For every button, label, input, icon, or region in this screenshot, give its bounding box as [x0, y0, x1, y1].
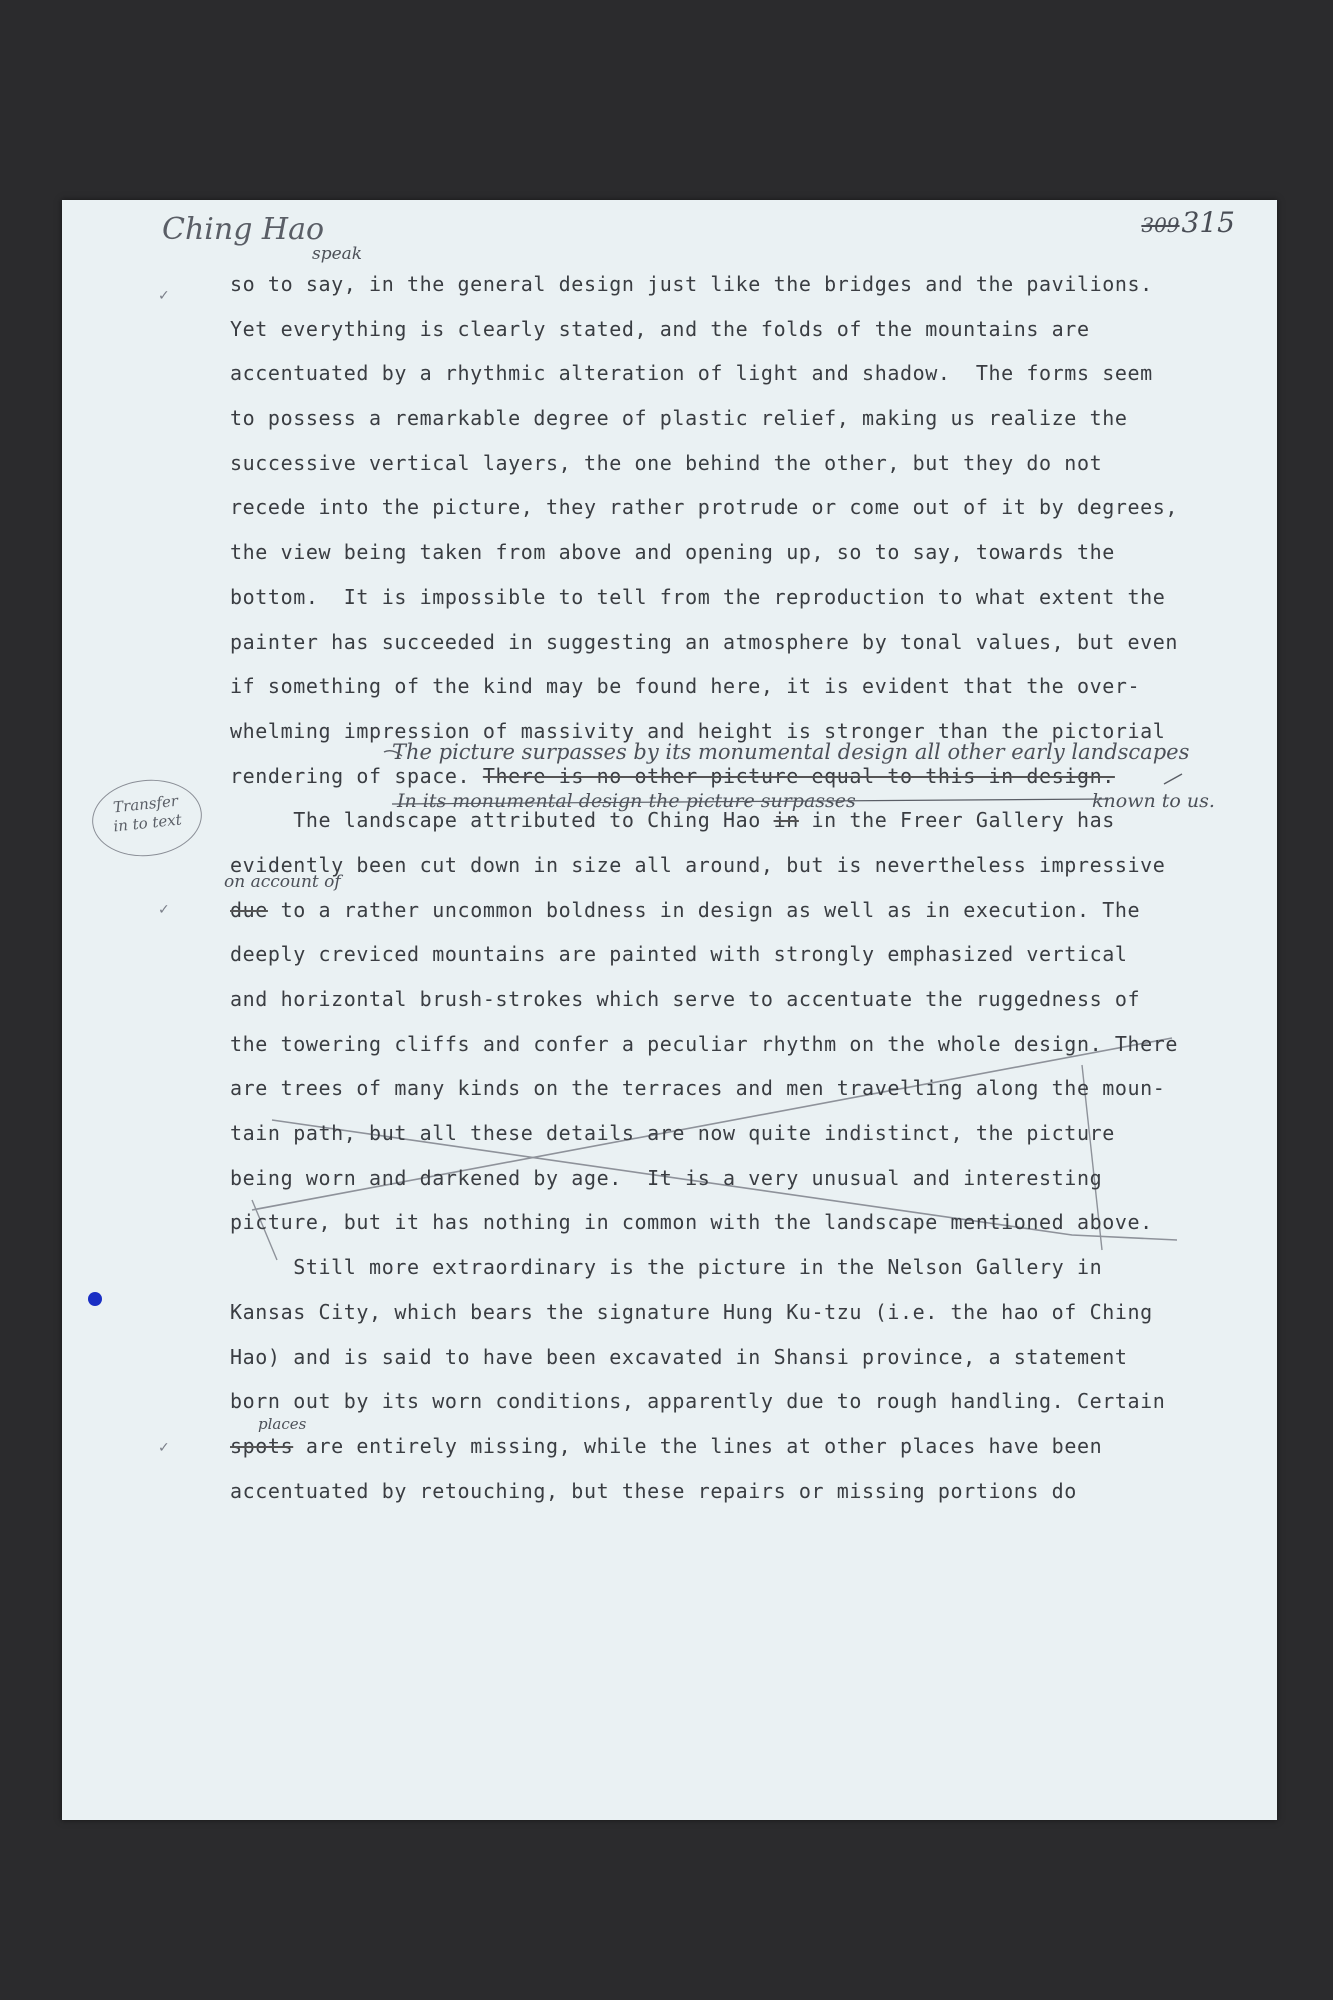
text-line: to possess a remarkable degree of plastic relief, making us realize the	[230, 406, 1128, 431]
text-line: Kansas City, which bears the signature Hung Ku-tzu (i.e. the hao of Ching	[230, 1299, 1153, 1324]
typed-body-text	[230, 262, 1240, 1513]
text-line	[230, 888, 1240, 933]
margin-tick: ✓	[158, 1440, 170, 1456]
text-span: in the Freer Gallery has	[798, 808, 1115, 833]
text-line: Yet everything is clearly stated, and the folds of the mountains are	[230, 316, 1090, 341]
insert-known-to-us: known to us.	[1092, 790, 1215, 812]
insert-speak: speak	[312, 244, 363, 264]
text-line: accentuated by a rhythmic alteration of light and shadow. The forms seem	[230, 361, 1153, 386]
insert-on-account-of: on account of	[224, 872, 341, 892]
margin-tick: ✓	[158, 902, 170, 918]
text-line	[230, 754, 1240, 799]
text-line: accentuated by retouching, but these repairs or missing portions do	[230, 1478, 1077, 1503]
struck-text: in	[773, 808, 799, 833]
struck-text: spots	[230, 1433, 294, 1458]
text-line: being worn and darkened by age. It is a very unusual and interesting	[230, 1165, 1103, 1190]
text-line: evidently been cut down in size all around, but is nevertheless impressive	[230, 852, 1166, 877]
text-line: deeply creviced mountains are painted with strongly emphasized vertical	[230, 942, 1128, 967]
insert-places: places	[258, 1415, 307, 1433]
text-line: painter has succeeded in suggesting an atmosphere by tonal values, but even	[230, 629, 1179, 654]
text-line: the view being taken from above and opening up, so to say, towards the	[230, 540, 1115, 565]
insert-in-its-monumental: In its monumental design the picture surpasses	[397, 790, 856, 812]
text-line: are trees of many kinds on the terraces and men travelling along the moun-	[230, 1076, 1166, 1101]
text-span: are entirely missing, while the lines at other places have been	[293, 1433, 1103, 1458]
margin-note-line: Transfer	[112, 791, 179, 817]
text-line: and horizontal brush-strokes which serve to accentuate the ruggedness of	[230, 987, 1141, 1011]
margin-tick: ✓	[158, 288, 170, 304]
text-line: bottom. It is impossible to tell from the reproduction to what extent the	[230, 584, 1166, 609]
text-line: successive vertical layers, the one behind the other, but they do not	[230, 450, 1103, 475]
document-page	[62, 200, 1277, 1820]
page-number	[1141, 206, 1235, 239]
text-span: The landscape attributed to Ching Hao	[230, 808, 774, 833]
margin-note-line: in to text	[112, 810, 183, 836]
text-line: if something of the kind may be found here, it is evident that the over-	[230, 674, 1141, 699]
new-page-number: 315	[1181, 206, 1235, 239]
text-line: Still more extraordinary is the picture in the Nelson Gallery in	[230, 1255, 1103, 1280]
text-line: Hao) and is said to have been excavated in Shansi province, a statement	[230, 1344, 1128, 1369]
text-line: born out by its worn conditions, apparently due to rough handling. Certain	[230, 1389, 1166, 1414]
text-line: the towering cliffs and confer a peculiar rhythm on the whole design. There	[230, 1031, 1179, 1056]
struck-text: There is no other picture equal to this in design.	[482, 763, 1115, 788]
text-line	[230, 798, 1240, 843]
text-line: tain path, but all these details are now quite indistinct, the picture	[230, 1121, 1115, 1146]
text-span: rendering of space.	[230, 763, 471, 788]
text-line	[230, 1424, 1240, 1469]
text-span: to a rather uncommon boldness in design as well as in execution. The	[267, 897, 1141, 922]
handwritten-title: Ching Hao	[162, 212, 325, 247]
blue-marker-dot	[88, 1292, 102, 1306]
text-line: whelming impression of massivity and height is stronger than the pictorial	[230, 718, 1166, 743]
struck-text: due	[230, 897, 268, 922]
text-line: so to say, in the general design just like the bridges and the pavilions.	[230, 272, 1153, 296]
insert-picture-surpasses: The picture surpasses by its monumental design all other early landscapes	[392, 740, 1190, 764]
old-page-number: 309	[1141, 213, 1180, 237]
text-line: picture, but it has nothing in common with the landscape mentioned above.	[230, 1210, 1153, 1235]
text-line: recede into the picture, they rather protrude or come out of it by degrees,	[230, 495, 1179, 520]
margin-circled-note	[88, 774, 205, 861]
